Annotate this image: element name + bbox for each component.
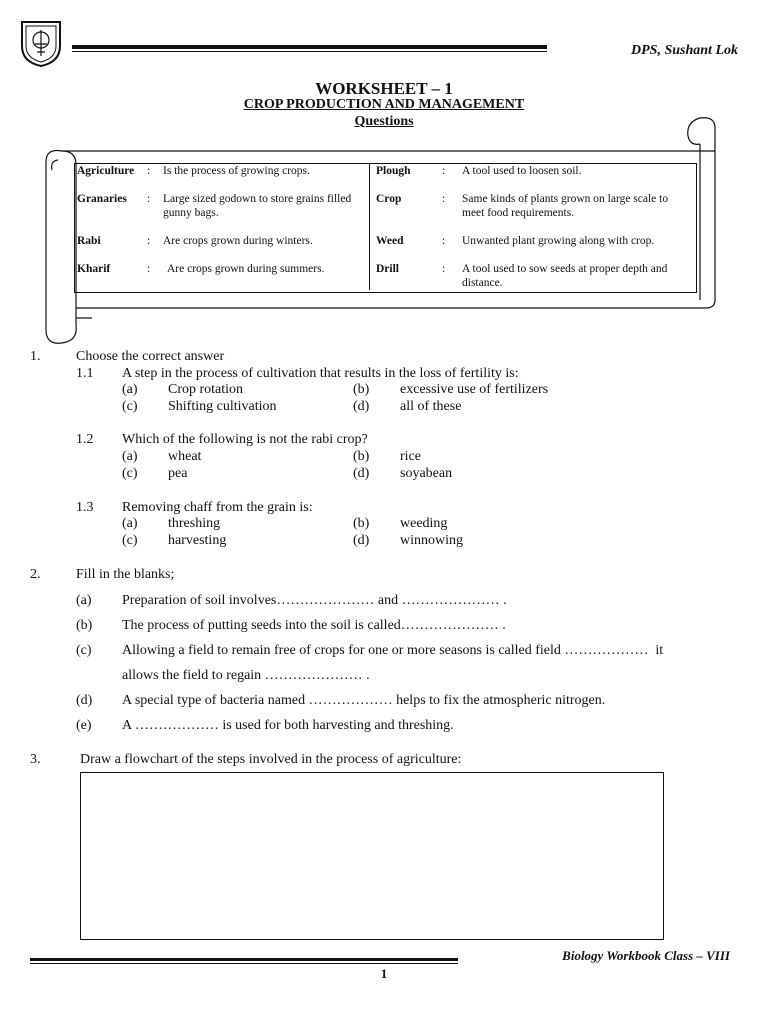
page-number: 1 — [380, 966, 388, 981]
option-text: soyabean — [400, 466, 453, 481]
option-text: all of these — [400, 399, 462, 414]
school-name: DPS, Sushant Lok — [631, 43, 738, 58]
blank-label: (b) — [76, 618, 93, 633]
definition-text: A tool used to sow seeds at proper depth and distance. — [462, 263, 668, 289]
definition-colon: : — [147, 263, 151, 275]
book-title: Biology Workbook Class – VIII — [562, 948, 730, 963]
option-label: (b) — [353, 516, 370, 531]
definition-term: Drill — [376, 263, 399, 275]
subquestion-text: Removing chaff from the grain is: — [122, 500, 313, 515]
definition-row — [75, 234, 695, 262]
blank-label: (e) — [76, 718, 92, 733]
definition-term: Rabi — [77, 235, 101, 247]
definition-row — [75, 192, 695, 234]
definition-term: Weed — [376, 235, 404, 247]
definition-colon: : — [147, 165, 151, 177]
question-number: 3. — [30, 752, 41, 767]
option-label: (d) — [353, 466, 370, 481]
blank-text: Allowing a field to remain free of crops for one or more seasons is called field ……………… it — [122, 643, 664, 658]
definition-term: Crop — [376, 193, 402, 205]
definition-colon: : — [147, 193, 151, 205]
definition-text: Large sized godown to store grains filled gunny bags. — [161, 192, 370, 234]
definition-text: Are crops grown during summers. — [161, 262, 370, 290]
definition-colon: : — [442, 235, 446, 247]
definition-colon: : — [442, 263, 446, 275]
option-label: (a) — [122, 382, 138, 397]
definition-colon: : — [147, 235, 151, 247]
option-text: winnowing — [400, 533, 463, 548]
option-label: (b) — [353, 449, 370, 464]
blank-text-continued: allows the field to regain ………………… . — [122, 668, 370, 683]
question-number: 1. — [30, 349, 41, 364]
option-label: (d) — [353, 399, 370, 414]
definition-term: Plough — [376, 165, 411, 177]
definition-text: Is the process of growing crops. — [161, 164, 370, 192]
flowchart-answer-box[interactable] — [80, 772, 664, 940]
definition-term: Kharif — [77, 263, 111, 275]
blank-text: The process of putting seeds into the soil is called………………… . — [122, 618, 506, 633]
definition-row — [75, 262, 695, 290]
worksheet-subtitle: CROP PRODUCTION AND MANAGEMENT — [243, 97, 525, 112]
subquestion-number: 1.2 — [76, 432, 94, 447]
definition-text: A tool used to loosen soil. — [462, 165, 582, 177]
blank-text: Preparation of soil involves………………… and ………………… . — [122, 593, 507, 608]
blank-text: A special type of bacteria named ……………… helps to fix the atmospheric nitrogen. — [122, 693, 606, 708]
option-text: excessive use of fertilizers — [400, 382, 549, 397]
blank-label: (a) — [76, 593, 92, 608]
question-text: Draw a flowchart of the steps involved in the process of agriculture: — [80, 752, 462, 767]
option-text: threshing — [168, 516, 221, 531]
option-label: (d) — [353, 533, 370, 548]
subquestion-text: Which of the following is not the rabi crop? — [122, 432, 368, 447]
definitions-table — [75, 164, 695, 290]
definition-text: Unwanted plant growing along with crop. — [462, 235, 655, 247]
option-text: wheat — [168, 449, 202, 464]
definition-term: Granaries — [77, 193, 127, 205]
question-text: Choose the correct answer — [76, 349, 225, 364]
blank-label: (c) — [76, 643, 92, 658]
option-label: (c) — [122, 399, 138, 414]
option-text: weeding — [400, 516, 448, 531]
option-label: (a) — [122, 449, 138, 464]
blank-label: (d) — [76, 693, 93, 708]
definition-term: Agriculture — [77, 165, 135, 177]
subquestion-text: A step in the process of cultivation that results in the loss of fertility is: — [122, 366, 519, 381]
option-label: (c) — [122, 533, 138, 548]
option-text: Crop rotation — [168, 382, 244, 397]
subquestion-number: 1.1 — [76, 366, 94, 381]
question-text: Fill in the blanks; — [76, 567, 175, 582]
section-heading: Questions — [354, 114, 414, 129]
option-text: harvesting — [168, 533, 227, 548]
question-number: 2. — [30, 567, 41, 582]
definition-colon: : — [442, 165, 446, 177]
subquestion-number: 1.3 — [76, 500, 94, 515]
definition-text: Same kinds of plants grown on large scale to meet food requirements. — [462, 193, 669, 219]
blank-text: A ……………… is used for both harvesting and threshing. — [122, 718, 454, 733]
option-text: rice — [400, 449, 421, 464]
option-text: pea — [168, 466, 188, 481]
option-label: (c) — [122, 466, 138, 481]
definition-text: Are crops grown during winters. — [161, 234, 370, 262]
option-label: (b) — [353, 382, 370, 397]
footer-rule — [30, 958, 458, 964]
definition-colon: : — [442, 193, 446, 205]
worksheet-title: WORKSHEET – 1 — [315, 79, 453, 98]
definition-row — [75, 164, 695, 192]
option-text: Shifting cultivation — [168, 399, 277, 414]
option-label: (a) — [122, 516, 138, 531]
